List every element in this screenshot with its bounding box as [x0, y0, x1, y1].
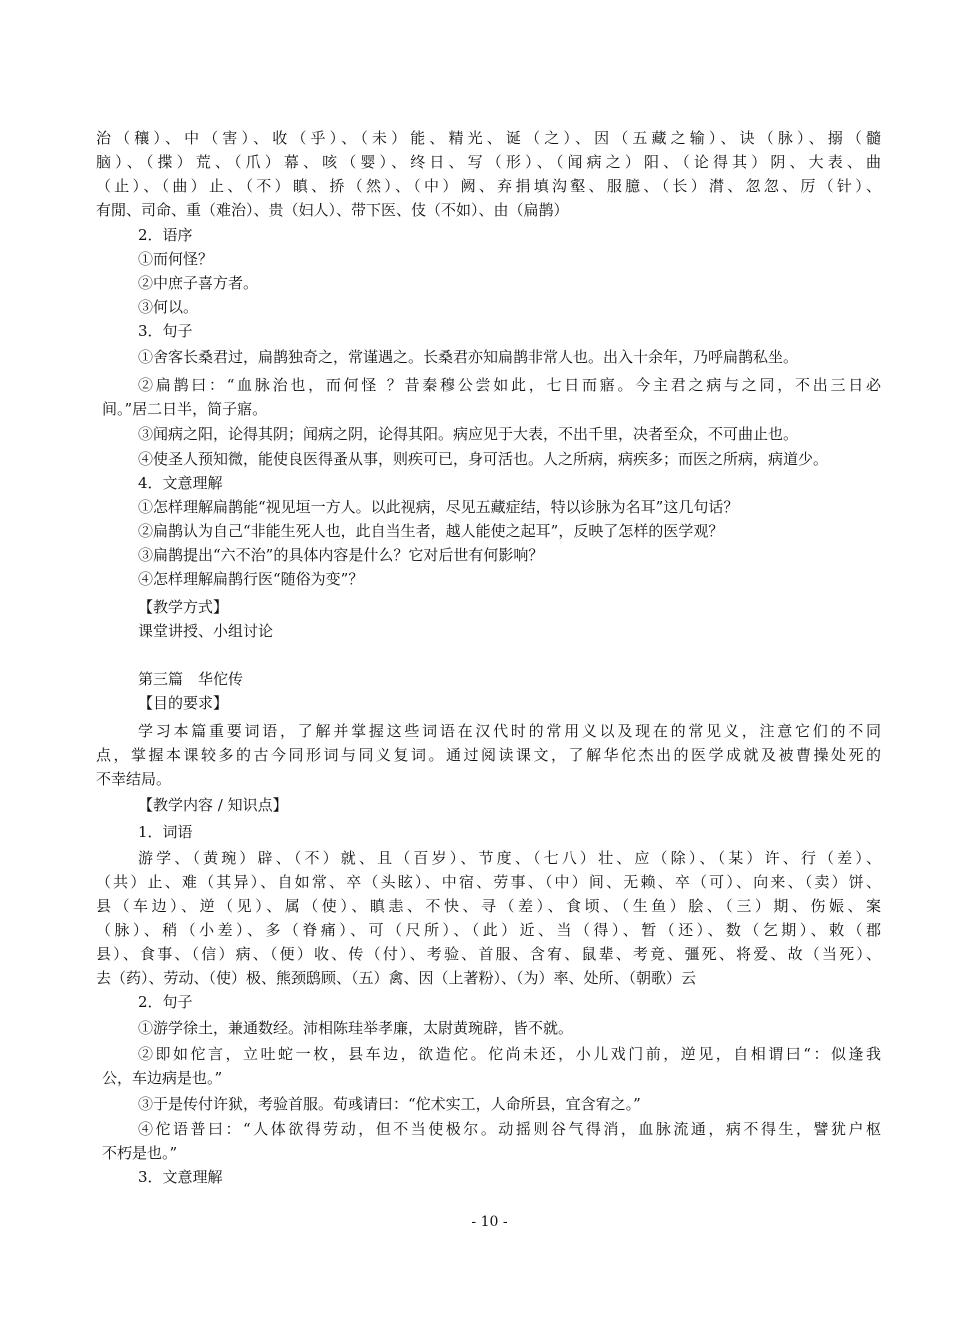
chapter-three — [96, 667, 881, 715]
sentence-item-continued: 间。”居二日半，简子寤。 — [102, 400, 268, 418]
hua-sentence-4 — [96, 1117, 881, 1165]
hua-wenyi-heading — [96, 1165, 881, 1189]
teaching-method-heading: 【教学方式】 — [138, 598, 229, 616]
content-section — [96, 793, 881, 817]
ci-yu-paragraph — [96, 126, 881, 222]
hua-ci-yu-section — [96, 820, 881, 844]
sentence-item: ②扁鹊曰：“血脉治也，而何怪 ？昔秦穆公尝如此，七日而寤。今主君之病与之同，不出三日必 — [138, 376, 881, 394]
purpose-heading: 【目的要求】 — [138, 694, 229, 712]
ci-yu-line: 脑）、（揲）荒、（爪）幕、咳（婴）、终日、写（形）、（闻病之）阳、（论得其）阴、大表、曲 — [96, 153, 881, 171]
bianque-sentences — [96, 345, 881, 369]
ci-yu-line: 去（药）、劳动、（使）极、熊颈鸱顾、（五）禽、因（上著粉）、（为）率、处所、（朝歌）云 — [96, 969, 697, 987]
section-heading: 1．词语 — [138, 823, 193, 841]
hua-sentence-3 — [96, 1092, 881, 1116]
hua-sentences-heading — [96, 990, 881, 1014]
yuxu-item: ③何以。 — [138, 298, 199, 316]
teaching-method-text: 课堂讲授、小组讨论 — [138, 622, 274, 640]
question-item: ④怎样理解扁鹊行医“随俗为变”？ — [138, 570, 364, 588]
purpose-line: 不幸结局。 — [96, 770, 172, 788]
content-heading: 【教学内容 / 知识点】 — [138, 796, 288, 814]
section-heading: 4．文意理解 — [138, 474, 223, 492]
hua-sentence-1 — [96, 1016, 881, 1040]
ci-yu-line: 治（穰）、中（害）、收（乎）、（未）能、精光、诞（之）、因（五藏之输）、诀（脉）、搦（髓 — [96, 129, 881, 147]
ci-yu-line: 县）、食事、（信）病、（便）收、传（付）、考验、首服、含宥、鼠辈、考竟、彊死、将爱、故（当死）、 — [96, 945, 881, 963]
yuxu-item: ①而何怪？ — [138, 250, 214, 268]
sentence-item: ②即如佗言，立吐蛇一枚，县车边，欲造佗。佗尚未还，小儿戏门前，逆见，自相谓曰“：似逢我 — [138, 1045, 881, 1063]
sentence-item: ④使圣人预知微，能使良医得蚤从事，则疾可已，身可活也。人之所病，病疾多；而医之所病，病道少。 — [138, 450, 829, 468]
yuxu-item: ②中庶子喜方者。 — [138, 274, 259, 292]
bianque-sentence-2 — [96, 373, 881, 421]
sentence-item: ③闻病之阳，论得其阴；闻病之阴，论得其阳。病应见于大表，不出千里，决者至众，不可曲止也。 — [138, 425, 799, 443]
section-heading: 3．句子 — [138, 322, 193, 340]
ci-yu-line: （止）、（曲）止、（不）瞋、挢（然）、（中）阙、弃捐填沟壑、服臆、（长）潸、忽忽、厉（针）、 — [96, 177, 881, 195]
bianque-sentence-4 — [96, 447, 881, 471]
ci-yu-line: （脉）、稍（小差）、多（脊痛）、可（尺所）、（此）近、当（得）、暂（还）、数（乞期）、敕（郡 — [96, 921, 881, 939]
question-item: ③扁鹊提出“六不治”的具体内容是什么？它对后世有何影响？ — [138, 546, 544, 564]
ci-yu-line: 游学、（黄琬）辟、（不）就、且（百岁）、节度、（七八）壮、应（除）、（某）许、行（差）、 — [138, 849, 881, 867]
section-yuxu — [96, 223, 881, 343]
question-item: ①怎样理解扁鹊能“视见垣一方人。以此视病，尽见五藏症结，特以诊脉为名耳”这几句话？ — [138, 498, 739, 516]
page-number: - 10 - — [471, 1214, 508, 1230]
hua-ci-yu-paragraph — [96, 846, 881, 990]
purpose-line: 点，掌握本课较多的古今同形词与同义复词。通过阅读课文，了解华佗杰出的医学成就及被曹操处死的 — [96, 746, 881, 764]
sentence-item-continued: 不朽是也。” — [102, 1144, 178, 1162]
chapter-title: 第三篇 华佗传 — [138, 670, 244, 688]
purpose-line: 学习本篇重要词语，了解并掌握这些词语在汉代时的常用义以及现在的常见义，注意它们的不同 — [138, 722, 881, 740]
bianque-sentence-3 — [96, 422, 881, 446]
section-heading: 3．文意理解 — [138, 1168, 223, 1186]
sentence-item: ①游学徐土，兼通数经。沛相陈珪举孝廉，太尉黄琬辟，皆不就。 — [138, 1019, 574, 1037]
purpose-paragraph — [96, 719, 881, 791]
question-item: ②扁鹊认为自己“非能生死人也，此自当生者，越人能使之起耳”，反映了怎样的医学观？ — [138, 522, 724, 540]
sentence-item-continued: 公，车边病是也。” — [102, 1069, 223, 1087]
sentence-item: ④佗语普曰：“人体欲得劳动，但不当使极尔。动摇则谷气得消，血脉流通，病不得生，譬犹户枢 — [138, 1120, 881, 1138]
ci-yu-line: 县（车边）、逆（见）、属（使）、瞋恚、不快、寻（差）、食顷、（生鱼）脍、（三）期、伤娠、案 — [96, 897, 881, 915]
sentence-item: ①舍客长桑君过，扁鹊独奇之，常谨遇之。长桑君亦知扁鹊非常人也。出入十余年，乃呼扁鹊私坐。 — [138, 348, 799, 366]
section-wenyi — [96, 471, 881, 591]
ci-yu-line: 有閒、司命、重（难治）、贵（妇人）、带下医、伎（不如）、由（扁鹊） — [96, 201, 569, 219]
section-heading: 2．语序 — [138, 226, 193, 244]
ci-yu-line: （共）止、难（其异）、自如常、卒（头眩）、中宿、劳事、（中）间、无赖、卒（可）、向来、（卖）饼、 — [96, 873, 881, 891]
sentence-item: ③于是传付许狱，考验首服。荀彧请曰：“佗术实工，人命所县，宜含宥之。” — [138, 1095, 641, 1113]
teaching-method — [96, 595, 881, 643]
section-heading: 2．句子 — [138, 993, 193, 1011]
hua-sentence-2 — [96, 1042, 881, 1090]
